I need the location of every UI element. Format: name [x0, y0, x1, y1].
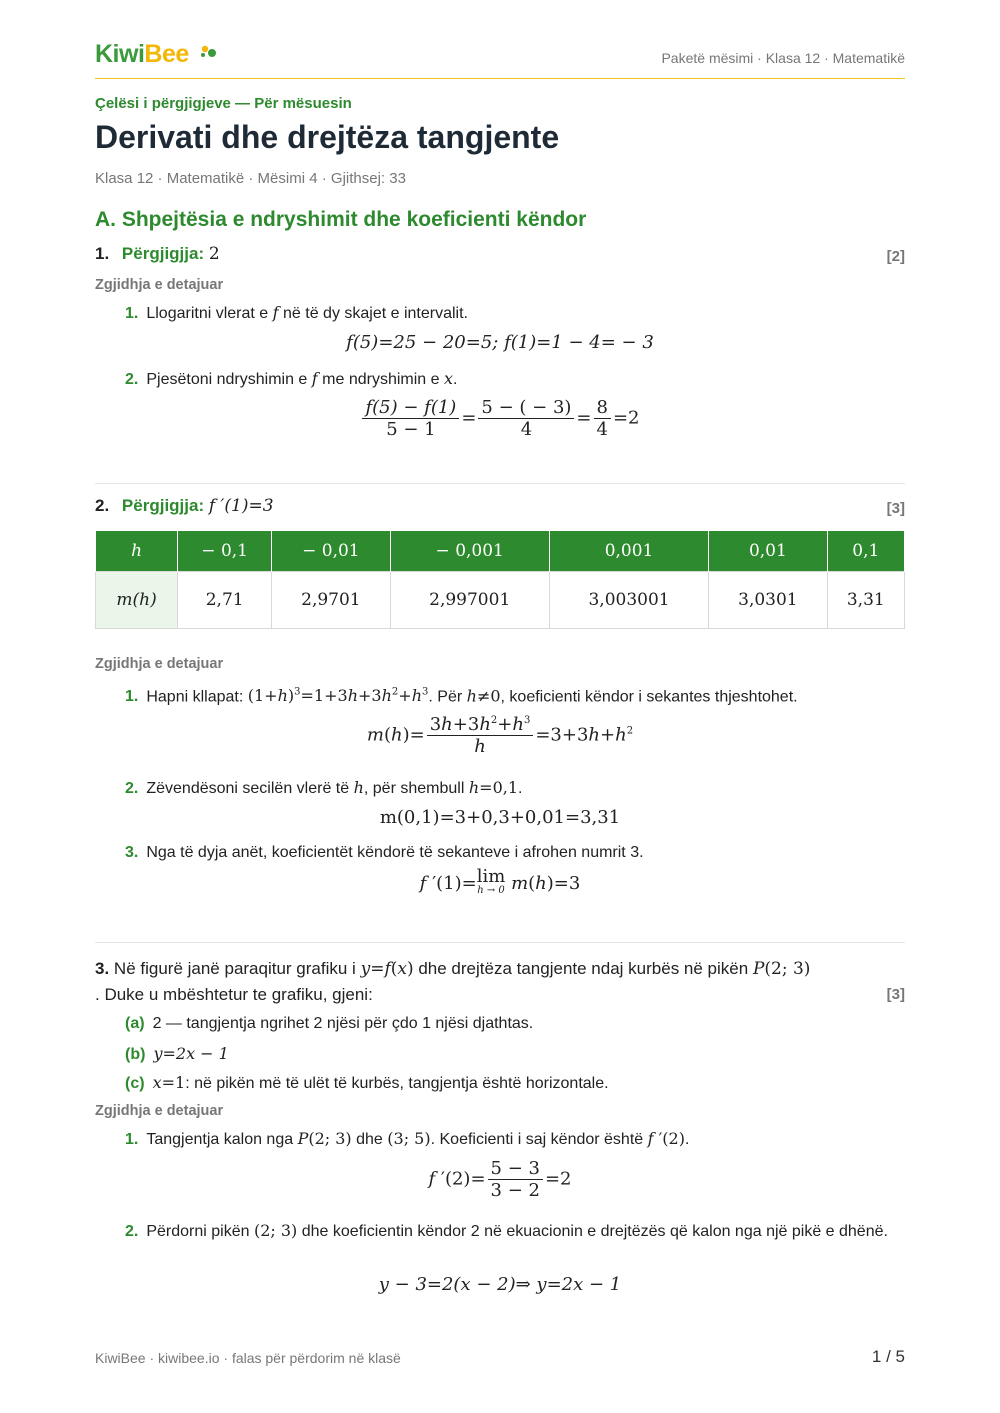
q3-eq-2: y − 3=2(x − 2)⇒ y=2x − 1: [378, 1274, 622, 1295]
q2-step-2: 2. Zëvendësoni secilën vlerë të h, për shembull h=0,1.: [125, 778, 523, 797]
q3-eq-1: f ′(2)= $\frac{5 - 3}{3 - 2}$ =2: [428, 1158, 572, 1201]
table-header-row: [96, 531, 905, 572]
values-table: [95, 531, 905, 629]
q1-answer: 2: [208, 244, 220, 264]
q3-question: 3. Në figurë janë paraqitur grafiku i y=f(x) dhe drejtëza tangjente ndaj kurbës në pikën P(2; 3) . Duke u mbështetur te grafiku, gjeni:: [95, 959, 811, 1004]
table-cell: 2,71: [178, 572, 272, 629]
q2-marks: [3]: [886, 500, 905, 517]
divider: [95, 942, 905, 943]
q3-part-a: (a) 2 — tangjentja ngrihet 2 njësi për çdo 1 njësi djathtas.: [125, 1015, 534, 1032]
section-a-heading: A. Shpejtësia e ndryshimit dhe koeficienti këndor: [95, 208, 587, 231]
table-header-cell: − 0,01: [272, 531, 390, 572]
page-number: 1 / 5: [871, 1347, 905, 1366]
table-row-head: m(h): [96, 572, 178, 629]
table-header-cell: 0,001: [549, 531, 708, 572]
q2-step-3: 3. Nga të dyja anët, koeficientët këndorë të sekanteve i afrohen numrit 3.: [125, 844, 644, 861]
page-header: [95, 40, 905, 79]
table-header-cell: − 0,1: [178, 531, 272, 572]
table-header-cell: − 0,001: [390, 531, 549, 572]
table-header-cell: 0,1: [827, 531, 904, 572]
q1-number: 1.: [95, 244, 110, 263]
q3-part-b: (b) y=2x − 1: [125, 1044, 229, 1063]
footer-text: KiwiBee · kiwibee.io · falas për përdorim në klasë: [95, 1350, 401, 1366]
header-meta: Paketë mësimi · Klasa 12 · Matematikë: [661, 50, 905, 66]
divider: [95, 483, 905, 484]
q3-step-2: 2. Përdorni pikën (2; 3) dhe koeficientin këndor 2 në ekuacionin e drejtëzës që kalon nga një pikë e dhënë.: [125, 1221, 888, 1240]
q1-eq-2: $\frac{f(5) - f(1)}{5 - 1}$ = $\frac{5 - ( - 3)}{4}$ = $\frac{8}{4}$ =2: [95, 397, 905, 440]
q1-step-2: 2. Pjesëtoni ndryshimin e f me ndryshimin e x.: [125, 369, 458, 388]
q1-marks: [2]: [886, 248, 905, 265]
table-cell: 2,997001: [390, 572, 549, 629]
table-cell: 3,31: [827, 572, 904, 629]
q2-answer-line: 2. Përgjigjja: f ′(1)=3: [95, 496, 274, 516]
kicker: Çelësi i përgjigjeve — Për mësuesin: [95, 95, 352, 112]
q2-step-1: 1. Hapni kllapat: $(1+h)^3=1+3h+3h^2+h^3$. Për h≠0, koeficienti këndor i sekantes thjeshtohet.: [125, 686, 798, 706]
q2-eq-3: f ′(1)=lim h → 0 m(h)=3: [419, 866, 581, 896]
table-header-cell: 0,01: [709, 531, 827, 572]
table-cell: 2,9701: [272, 572, 390, 629]
q2-eq-2: m(0,1)=3+0,3+0,01=3,31: [379, 807, 621, 828]
page-title: Derivati dhe drejtëza tangjente: [95, 119, 560, 155]
q2-detail-label: Zgjidhja e detajuar: [95, 656, 224, 672]
q3-part-c: (c) x=1: në pikën më të ulët të kurbës, tangjentja është horizontale.: [125, 1073, 609, 1092]
q1-answer-line: [95, 244, 905, 264]
table-header-cell: h: [96, 531, 178, 572]
table-row: [96, 572, 905, 629]
q2-eq-1: m(h)= $\frac{3h+3h^2+h^3}{h}$ $=3+3h+h^2$: [366, 714, 634, 757]
kiwibee-logo: KiwiBee: [95, 40, 189, 68]
q3-step-1: 1. Tangjentja kalon nga P(2; 3) dhe (3; 5). Koeficienti i saj këndor është f ′(2).: [125, 1129, 690, 1148]
q1-detail-label: Zgjidhja e detajuar: [95, 277, 224, 293]
q1-step-1: 1. Llogaritni vlerat e f në të dy skajet e intervalit.: [125, 303, 468, 322]
q2-answer: f ′(1)=3: [208, 496, 274, 516]
q3-detail-label: Zgjidhja e detajuar: [95, 1103, 224, 1119]
lesson-meta: Klasa 12 · Matematikë · Mësimi 4 · Gjithsej: 33: [95, 170, 406, 187]
q3-marks: [3]: [886, 986, 905, 1003]
q1-eq-1: f(5)=25 − 20=5; f(1)=1 − 4= − 3: [346, 332, 654, 353]
table-cell: 3,0301: [709, 572, 827, 629]
table-cell: 3,003001: [549, 572, 708, 629]
logo-bee-icon: [199, 44, 219, 60]
answer-label: Përgjigjja:: [121, 244, 205, 263]
